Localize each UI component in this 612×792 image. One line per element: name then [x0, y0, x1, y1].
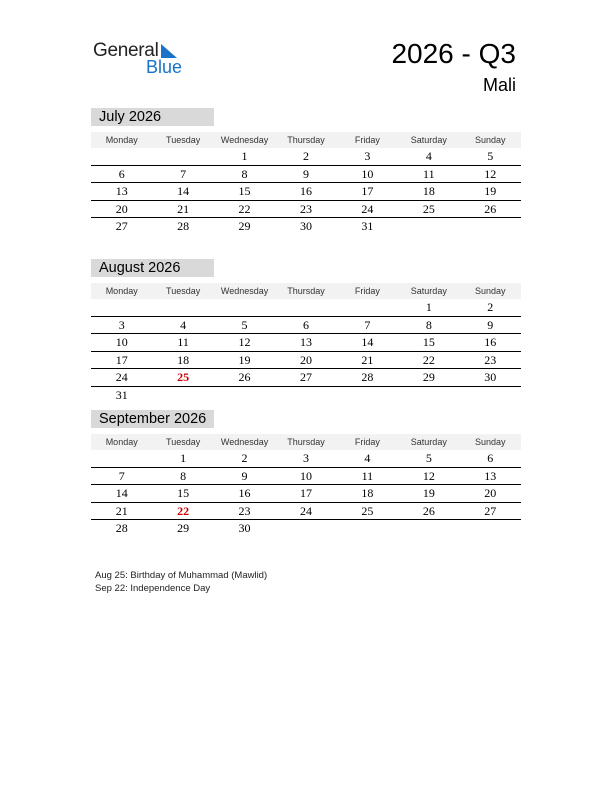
- week-row: [91, 299, 521, 317]
- holiday-note: Sep 22: Independence Day: [95, 583, 211, 594]
- day-cell: 6: [487, 451, 494, 465]
- day-cell: 20: [115, 201, 128, 216]
- day-cell: 24: [115, 370, 128, 384]
- weekday-label: Tuesday: [166, 286, 201, 296]
- day-cell: 15: [238, 184, 251, 198]
- day-cell: 14: [115, 486, 128, 500]
- day-cell: 13: [484, 468, 497, 483]
- day-cell: 2: [302, 149, 309, 163]
- weekday-label: Sunday: [474, 437, 506, 447]
- day-cell: 17: [299, 486, 312, 500]
- weekday-label: Friday: [354, 135, 380, 145]
- weekday-label: Sunday: [474, 135, 506, 145]
- day-cell: 18: [422, 184, 435, 198]
- day-cell: 7: [364, 317, 371, 332]
- day-cell: 14: [361, 335, 374, 349]
- holiday-note: Aug 25: Birthday of Muhammad (Mawlid): [95, 570, 268, 581]
- day-cell: 19: [484, 184, 497, 198]
- day-cell: [460, 218, 521, 235]
- week-row: [91, 485, 521, 503]
- day-cell: 2: [487, 300, 494, 314]
- week-row: [91, 352, 521, 370]
- day-cell: [275, 299, 336, 316]
- day-cell: [460, 520, 521, 537]
- day-cell: 13: [299, 335, 312, 349]
- day-cell: [398, 387, 459, 404]
- day-cell: 27: [299, 370, 312, 384]
- weekday-label: Sunday: [474, 286, 506, 296]
- day-cell: 30: [484, 370, 497, 384]
- weekday-label: Wednesday: [220, 286, 269, 296]
- day-cell: 25: [422, 201, 435, 216]
- weekday-label: Monday: [105, 286, 138, 296]
- day-cell: [214, 299, 275, 316]
- day-cell: 12: [238, 335, 251, 349]
- day-cell: 11: [361, 468, 374, 483]
- day-cell: 29: [238, 219, 251, 233]
- day-cell: 26: [422, 503, 435, 518]
- day-cell: 3: [364, 149, 371, 163]
- day-cell: 31: [115, 387, 128, 402]
- week-row: [91, 520, 521, 537]
- day-cell: 16: [299, 184, 312, 198]
- day-cell: 5: [487, 149, 494, 163]
- day-cell: 21: [177, 201, 190, 216]
- day-cell: [337, 520, 398, 537]
- week-row: [91, 468, 521, 486]
- day-cell: 10: [115, 335, 128, 349]
- weekday-label: Thursday: [287, 286, 325, 296]
- day-cell: 3: [118, 317, 125, 332]
- week-row: [91, 450, 521, 468]
- weekday-label: Tuesday: [166, 135, 201, 145]
- day-cell: 1: [425, 300, 432, 314]
- quarter-title: 2026 - Q3: [391, 38, 516, 69]
- weekday-label: Saturday: [410, 437, 447, 447]
- day-cell: 23: [238, 503, 251, 518]
- day-cell: [152, 299, 213, 316]
- day-cell: 29: [422, 370, 435, 384]
- week-row: [91, 387, 521, 404]
- logo-triangle-icon: [161, 44, 177, 58]
- day-cell: 30: [238, 521, 251, 535]
- day-cell: 21: [115, 503, 128, 518]
- week-row: [91, 503, 521, 521]
- day-cell: 6: [118, 166, 125, 181]
- day-cell: [91, 148, 152, 165]
- day-cell: 23: [484, 352, 497, 367]
- day-cell: 13: [115, 184, 128, 198]
- day-cell: 19: [238, 352, 251, 367]
- logo-text-blue: Blue: [146, 57, 183, 77]
- day-cell: 12: [484, 166, 497, 181]
- weekday-label: Wednesday: [220, 437, 269, 447]
- day-cell: 23: [299, 201, 312, 216]
- week-row: [91, 166, 521, 184]
- day-cell: 9: [302, 166, 309, 181]
- day-cell: 11: [423, 166, 435, 181]
- weekday-label: Monday: [105, 437, 138, 447]
- day-cell: 11: [177, 335, 189, 349]
- weekday-label: Wednesday: [220, 135, 269, 145]
- day-cell: 1: [180, 451, 187, 465]
- day-cell: 7: [180, 166, 187, 181]
- day-cell: 26: [238, 370, 251, 384]
- day-cell: 14: [177, 184, 190, 198]
- day-cell: 12: [422, 468, 435, 483]
- weekday-header: [91, 132, 521, 148]
- day-cell: 15: [177, 486, 190, 500]
- day-cell: 27: [484, 503, 497, 518]
- day-cell: 24: [361, 201, 374, 216]
- day-cell: 5: [425, 451, 432, 465]
- day-cell: 6: [302, 317, 309, 332]
- day-cell: 18: [177, 352, 190, 367]
- day-cell: 9: [241, 468, 248, 483]
- weekday-label: Thursday: [287, 135, 325, 145]
- holiday-day-cell: 25: [177, 370, 190, 384]
- country-name: Mali: [482, 75, 516, 95]
- day-cell: 8: [241, 166, 248, 181]
- weekday-label: Saturday: [410, 135, 447, 145]
- day-cell: 20: [299, 352, 312, 367]
- day-cell: 1: [241, 149, 248, 163]
- day-cell: 28: [361, 370, 374, 384]
- day-cell: 17: [361, 184, 374, 198]
- holiday-day-cell: 22: [177, 503, 190, 518]
- week-row: [91, 148, 521, 166]
- day-cell: 24: [299, 503, 312, 518]
- week-row: [91, 334, 521, 352]
- day-cell: 10: [361, 166, 374, 181]
- week-row: [91, 201, 521, 219]
- day-cell: 20: [484, 486, 497, 500]
- day-cell: 18: [361, 486, 374, 500]
- weekday-label: Tuesday: [166, 437, 201, 447]
- day-cell: [91, 450, 152, 467]
- day-cell: 8: [180, 468, 187, 483]
- weekday-label: Monday: [105, 135, 138, 145]
- month-title: September 2026: [91, 410, 214, 428]
- day-cell: 2: [241, 451, 248, 465]
- day-cell: 16: [238, 486, 251, 500]
- weekday-header: [91, 283, 521, 299]
- month-calendar: [91, 410, 521, 537]
- holiday-notes: [95, 569, 267, 595]
- day-cell: 7: [118, 468, 125, 483]
- day-cell: [91, 299, 152, 316]
- day-cell: [398, 520, 459, 537]
- week-row: [91, 218, 521, 235]
- day-cell: 26: [484, 201, 497, 216]
- day-cell: 29: [177, 521, 190, 535]
- day-cell: [337, 299, 398, 316]
- day-cell: 4: [180, 317, 187, 332]
- day-cell: 8: [425, 317, 432, 332]
- day-cell: [152, 148, 213, 165]
- day-cell: [460, 387, 521, 404]
- day-cell: 28: [115, 521, 128, 535]
- day-cell: [275, 520, 336, 537]
- day-cell: [152, 387, 213, 404]
- day-cell: 17: [115, 352, 128, 367]
- day-cell: 9: [487, 317, 494, 332]
- day-cell: 30: [299, 219, 312, 233]
- day-cell: 28: [177, 219, 190, 233]
- month-title: August 2026: [91, 259, 214, 277]
- day-cell: 31: [361, 219, 374, 233]
- day-cell: 19: [422, 486, 435, 500]
- week-row: [91, 183, 521, 201]
- logo: [93, 40, 193, 80]
- day-cell: 15: [422, 335, 435, 349]
- day-cell: [214, 387, 275, 404]
- weekday-label: Thursday: [287, 437, 325, 447]
- logo-text-general: General: [93, 40, 159, 61]
- day-cell: 10: [299, 468, 312, 483]
- day-cell: 5: [241, 317, 248, 332]
- day-cell: [337, 387, 398, 404]
- day-cell: 4: [425, 149, 432, 163]
- day-cell: 27: [115, 219, 128, 233]
- month-calendar: [91, 108, 521, 235]
- day-cell: 25: [361, 503, 374, 518]
- day-cell: 4: [364, 451, 371, 465]
- weekday-label: Friday: [354, 286, 380, 296]
- day-cell: 22: [422, 352, 435, 367]
- month-title: July 2026: [91, 108, 214, 126]
- day-cell: 3: [302, 451, 309, 465]
- day-cell: 16: [484, 335, 497, 349]
- weekday-label: Friday: [354, 437, 380, 447]
- day-cell: 22: [238, 201, 251, 216]
- weekday-header: [91, 434, 521, 450]
- day-cell: [275, 387, 336, 404]
- week-row: [91, 369, 521, 387]
- day-cell: [398, 218, 459, 235]
- day-cell: 21: [361, 352, 374, 367]
- weekday-label: Saturday: [410, 286, 447, 296]
- month-calendar: [91, 259, 521, 403]
- week-row: [91, 317, 521, 335]
